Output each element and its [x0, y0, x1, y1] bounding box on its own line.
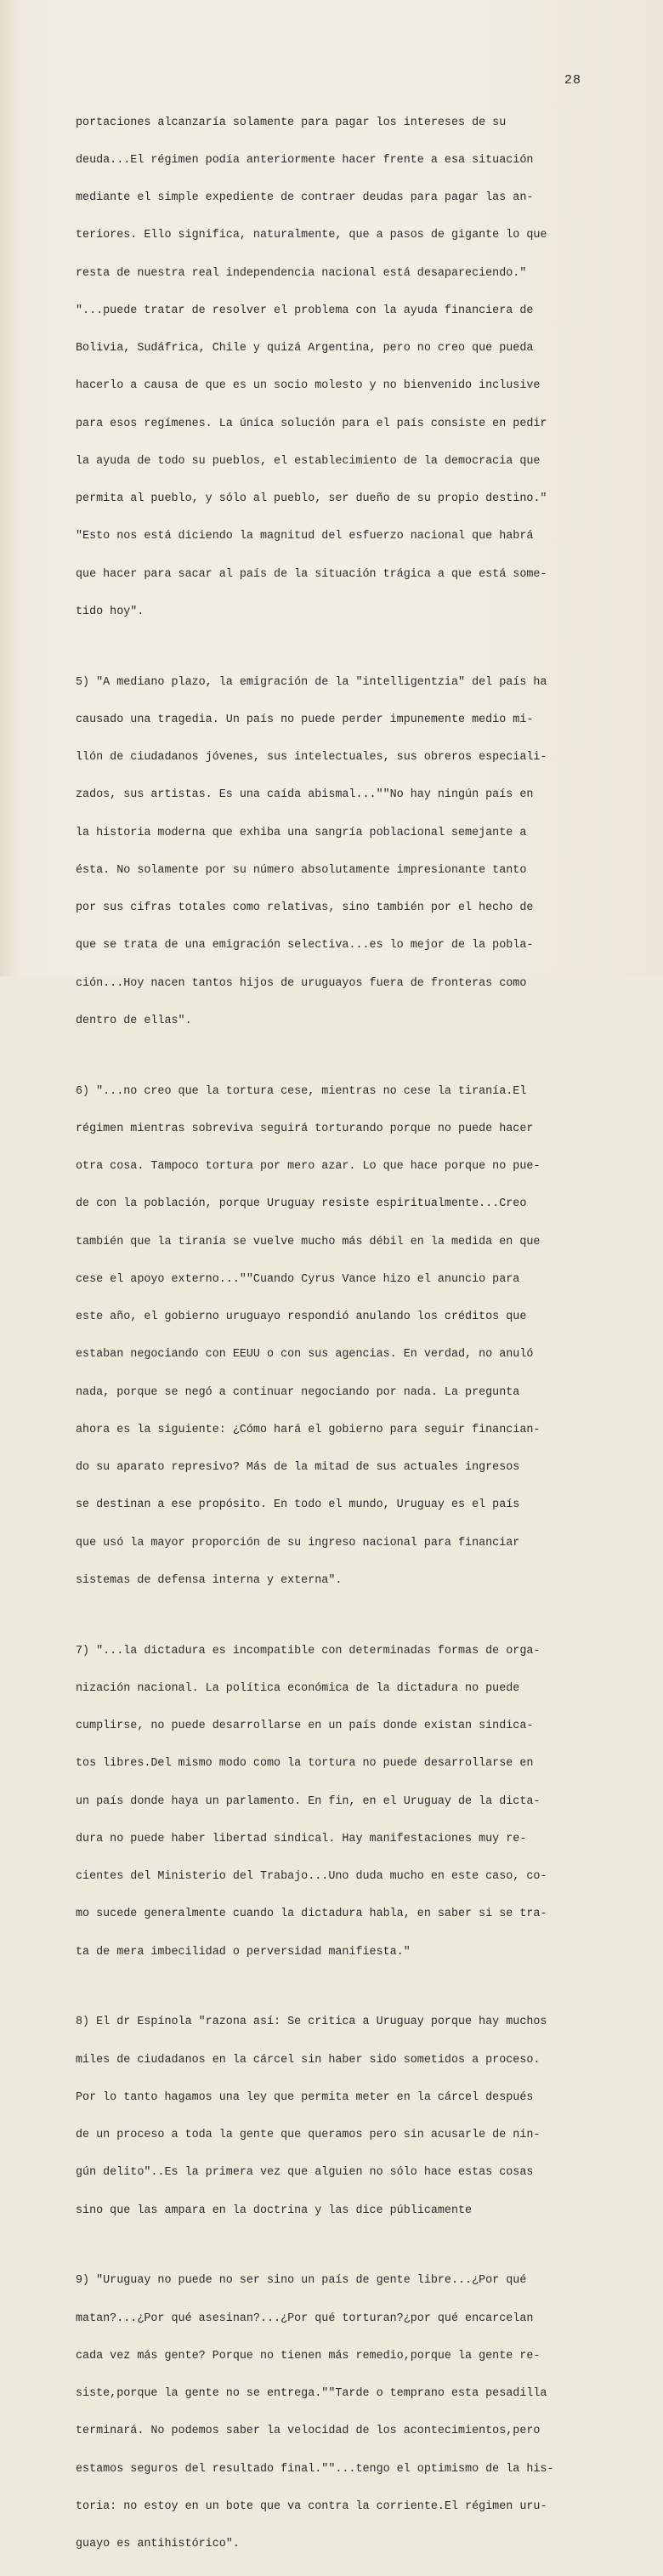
- text-line: Bolivia, Sudáfrica, Chile y quizá Argentina, pero no creo que pueda: [76, 342, 534, 355]
- text-line: do su aparato represivo? Más de la mitad de sus actuales ingresos: [76, 1461, 520, 1474]
- text-line: régimen mientras sobreviva seguirá torturando porque no puede hacer: [76, 1122, 534, 1135]
- paragraph-7: [76, 1620, 603, 1984]
- text-line: 7) "...la dictadura es incompatible con determinadas formas de orga-: [76, 1644, 541, 1658]
- text-line: 8) El dr Espínola "razona así: Se critica a Uruguay porque hay muchos: [76, 2016, 547, 2029]
- text-line: portaciones alcanzaría solamente para pagar los intereses de su: [76, 116, 507, 129]
- text-line: guayo es antihistórico".: [76, 2538, 240, 2550]
- text-line: gún delito"..Es la primera vez que alguien no sólo hace estas cosas: [76, 2166, 534, 2180]
- text-line: de un proceso a toda la gente que queramos pero sin acusarle de nin-: [76, 2129, 541, 2141]
- text-line: mediante el simple expediente de contraer deudas para pagar las an-: [76, 191, 534, 204]
- paragraph-5: [76, 651, 603, 1053]
- text-line: 6) "...no creo que la tortura cese, mientras no cese la tiranía.El: [76, 1084, 527, 1098]
- text-line: permita al pueblo, y sólo al pueblo, ser dueño de su propio destino.": [76, 492, 547, 505]
- text-line: matan?...¿Por qué asesinan?...¿Por qué torturan?¿por qué encarcelan: [76, 2312, 534, 2325]
- text-line: estaban negociando con EEUU o con sus agencias. En verdad, no anuló: [76, 1348, 534, 1362]
- text-line: para esos regímenes. La única solución para el país consiste en pedir: [76, 417, 547, 430]
- text-line: toria: no estoy en un bote que va contra la corriente.El régimen uru-: [76, 2499, 547, 2513]
- text-line: miles de ciudadanos en la cárcel sin haber sido sometidos a proceso.: [76, 2053, 541, 2067]
- text-line: "Esto nos está diciendo la magnitud del esfuerzo nacional que habrá: [76, 530, 534, 543]
- text-line: ésta. No solamente por su número absolutamente impresionante tanto: [76, 863, 527, 877]
- text-line: 9) "Uruguay no puede no ser sino un país de gente libre...¿Por qué: [76, 2274, 527, 2288]
- text-line: cese el apoyo externo...""Cuando Cyrus Vance hizo el anuncio para: [76, 1272, 520, 1286]
- text-line: de con la población, porque Uruguay resiste espiritualmente...Creo: [76, 1197, 527, 1211]
- paragraph-8: [76, 1992, 603, 2243]
- text-line: hacerlo a causa de que es un socio molesto y no bienvenido inclusive: [76, 379, 541, 393]
- text-line: dura no puede haber libertad sindical. Hay manifestaciones muy re-: [76, 1832, 527, 1845]
- text-line: 5) "A mediano plazo, la emigración de la "intelligentzia" del país ha: [76, 675, 547, 689]
- paragraph-9: [76, 2250, 603, 2576]
- paragraph-6: [76, 1061, 603, 1612]
- page-number: 28: [564, 73, 582, 88]
- text-line: "...puede tratar de resolver el problema con la ayuda financiera de: [76, 304, 534, 317]
- text-line: ción...Hoy nacen tantos hijos de uruguayos fuera de fronteras como: [76, 976, 527, 990]
- text-line: la historia moderna que exhiba una sangría poblacional semejante a: [76, 826, 527, 839]
- text-line: resta de nuestra real independencia nacional está desapareciendo.": [76, 266, 527, 280]
- paragraph-continuation: [76, 92, 603, 644]
- text-line: cientes del Ministerio del Trabajo...Uno duda mucho en este caso, co-: [76, 1870, 547, 1883]
- body-text: [76, 92, 603, 2576]
- text-line: otra cosa. Tampoco tortura por mero azar. Lo que hace porque no pue-: [76, 1160, 541, 1173]
- text-line: estamos seguros del resultado final.""...tengo el optimismo de la his-: [76, 2462, 554, 2476]
- text-line: teriores. Ello significa, naturalmente, que a pasos de gigante lo que: [76, 229, 547, 242]
- text-line: tido hoy".: [76, 605, 144, 618]
- text-line: sino que las ampara en la doctrina y las dice públicamente: [76, 2204, 473, 2217]
- text-line: que usó la mayor proporción de su ingreso nacional para financiar: [76, 1536, 520, 1550]
- text-line: que hacer para sacar al país de la situación trágica a que está some-: [76, 567, 547, 581]
- text-line: también que la tiranía se vuelve mucho más débil en la medida en que: [76, 1235, 541, 1248]
- text-line: llón de ciudadanos jóvenes, sus intelectuales, sus obreros especiali-: [76, 751, 547, 764]
- text-line: tos libres.Del mismo modo como la tortura no puede desarrollarse en: [76, 1757, 534, 1771]
- text-line: la ayuda de todo su pueblos, el establecimiento de la democracia que: [76, 454, 541, 468]
- text-line: ta de mera imbecilidad o perversidad manifiesta.": [76, 1945, 411, 1959]
- text-line: nada, porque se negó a continuar negociando por nada. La pregunta: [76, 1385, 520, 1399]
- text-line: causado una tragedia. Un país no puede perder impunemente medio mi-: [76, 713, 534, 726]
- text-line: nización nacional. La política económica de la dictadura no puede: [76, 1681, 520, 1695]
- text-line: por sus cifras totales como relativas, sino también por el hecho de: [76, 901, 534, 914]
- text-line: mo sucede generalmente cuando la dictadura habla, en saber si se tra-: [76, 1908, 547, 1921]
- text-line: cada vez más gente? Porque no tienen más remedio,porque la gente re-: [76, 2349, 541, 2363]
- text-line: Por lo tanto hagamos una ley que permita meter en la cárcel después: [76, 2090, 534, 2104]
- text-line: dentro de ellas".: [76, 1014, 192, 1027]
- text-line: terminará. No podemos saber la velocidad de los acontecimientos,pero: [76, 2425, 541, 2438]
- text-line: siste,porque la gente no se entrega.""Tarde o temprano esta pesadilla: [76, 2387, 547, 2400]
- text-line: sistemas de defensa interna y externa".: [76, 1573, 343, 1587]
- text-line: este año, el gobierno uruguayo respondió anulando los créditos que: [76, 1311, 527, 1323]
- text-line: zados, sus artistas. Es una caída abismal...""No hay ningún país en: [76, 788, 534, 802]
- text-line: que se trata de una emigración selectiva...es lo mejor de la pobla-: [76, 939, 534, 952]
- text-line: cumplirse, no puede desarrollarse en un país donde existan sindica-: [76, 1720, 534, 1732]
- text-line: ahora es la siguiente: ¿Cómo hará el gobierno para seguir financian-: [76, 1423, 541, 1436]
- text-line: se destinan a ese propósito. En todo el mundo, Uruguay es el país: [76, 1498, 520, 1512]
- text-line: deuda...El régimen podía anteriormente hacer frente a esa situación: [76, 153, 534, 167]
- text-line: un país donde haya un parlamento. En fin, en el Uruguay de la dicta-: [76, 1794, 541, 1808]
